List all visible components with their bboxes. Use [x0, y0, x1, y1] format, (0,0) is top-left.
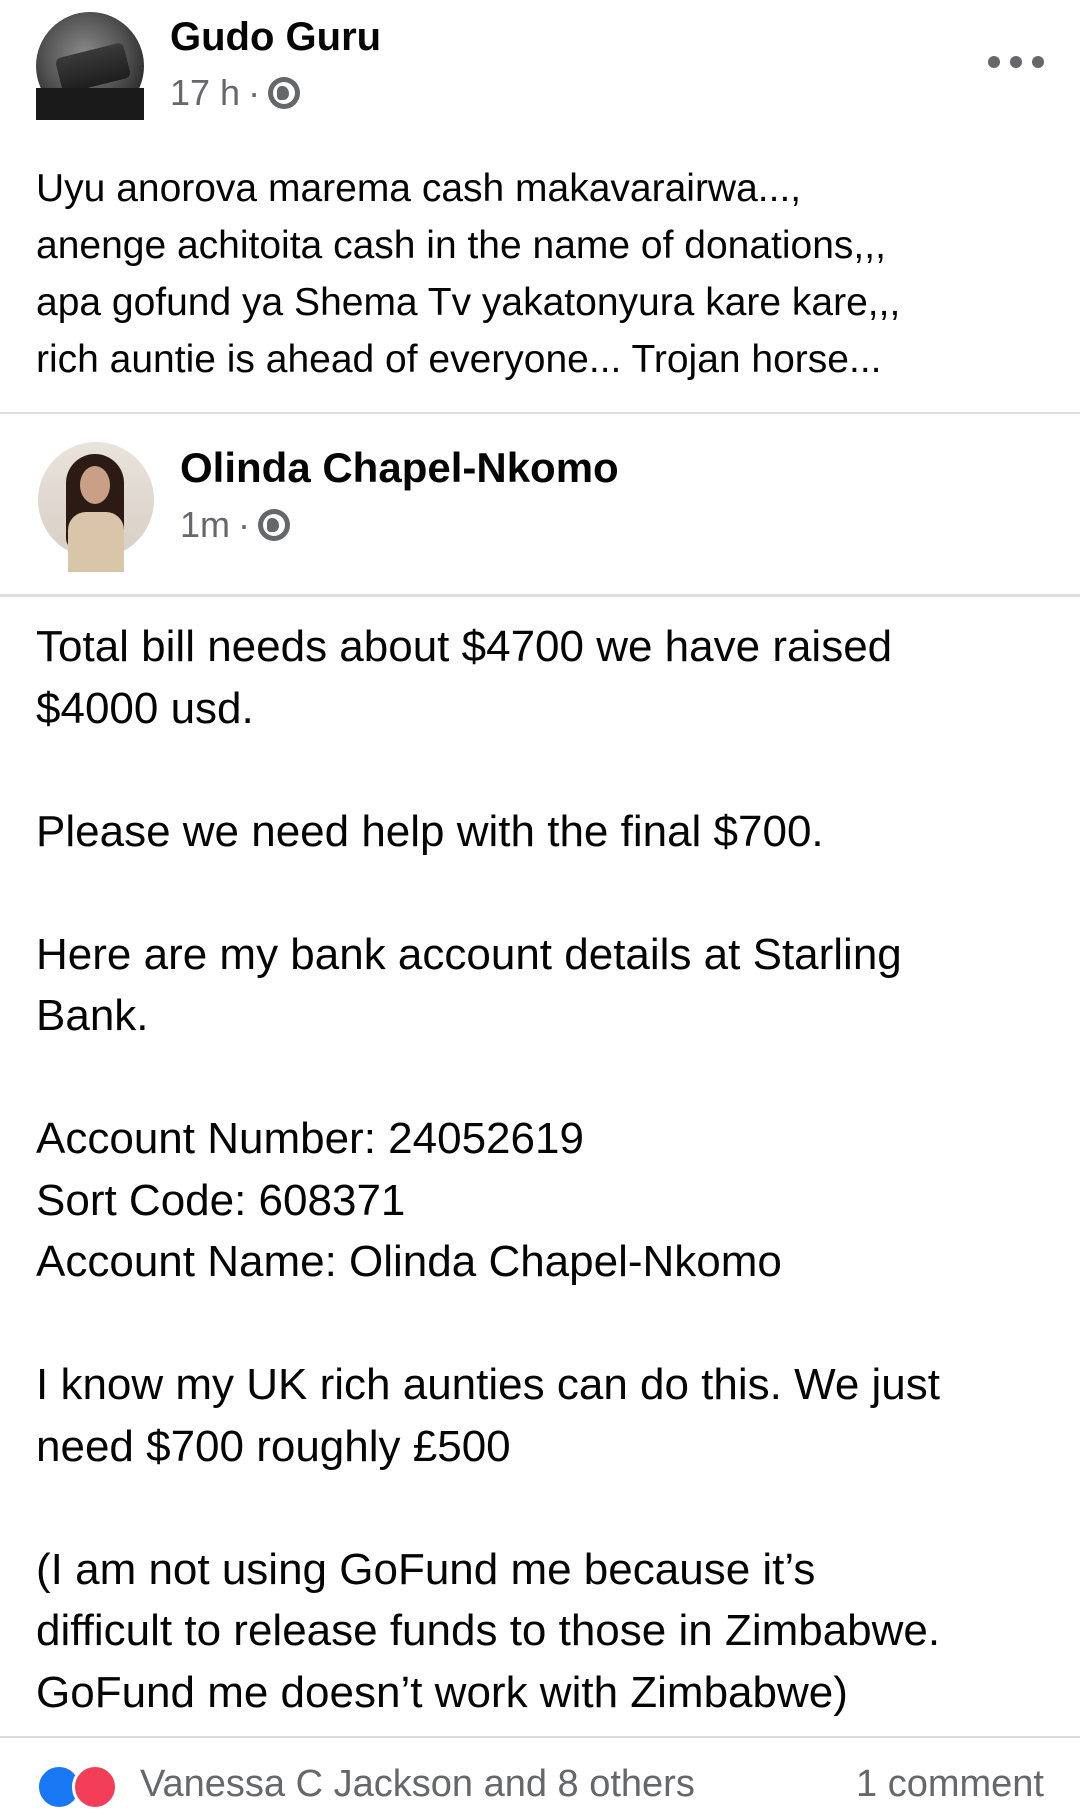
post-author-name[interactable]: Gudo Guru: [170, 15, 382, 59]
post-meta: [170, 72, 300, 114]
shared-post-body: [36, 616, 1056, 1723]
shared-post-paragraph: Total bill needs about $4700 we have raised $4000 usd.: [36, 622, 893, 733]
shared-post-paragraph: Here are my bank account details at Starling Bank.: [36, 929, 902, 1040]
more-options-icon[interactable]: [988, 48, 1044, 76]
meta-separator: ·: [248, 72, 261, 113]
love-icon: [72, 1764, 118, 1810]
shared-post-paragraph: Please we need help with the final $700.: [36, 806, 824, 856]
shared-post-header: [0, 414, 1080, 597]
shared-post-timestamp[interactable]: 1m: [180, 504, 231, 545]
post-text: Uyu anorova marema cash makavarairwa..., anenge achitoita cash in the name of donations,,, apa gofund ya Shema Tv yakatonyura kare kare,,, rich auntie is ahead of everyone... Trojan horse...: [36, 167, 901, 381]
more-dot: [988, 56, 1000, 68]
reaction-icons[interactable]: [36, 1764, 118, 1810]
reactions-bar: [0, 1736, 1080, 1805]
comment-count[interactable]: 1 comment: [856, 1763, 1044, 1805]
reaction-names[interactable]: Vanessa C Jackson and 8 others: [140, 1763, 695, 1805]
avatar-image-detail: [55, 42, 132, 94]
avatar-olinda-chapel-nkomo[interactable]: [38, 442, 154, 558]
meta-separator: ·: [238, 504, 251, 545]
shared-post-paragraph: I know my UK rich aunties can do this. We just need $700 roughly £500: [36, 1360, 940, 1471]
shared-post-meta: [180, 504, 290, 546]
avatar-image-detail: [36, 88, 144, 120]
shared-post[interactable]: [0, 412, 1080, 1805]
more-dot: [1010, 56, 1022, 68]
avatar-image-detail: [80, 466, 110, 504]
post-timestamp[interactable]: 17 h: [170, 72, 241, 113]
shared-post-paragraph: (I am not using GoFund me because it’s difficult to release funds to those in Zimbabwe. GoFund me doesn’t work with Zimbabwe): [36, 1544, 941, 1717]
globe-icon[interactable]: [268, 77, 300, 109]
shared-post-paragraph: Account Number: 24052619 Sort Code: 608371 Account Name: Olinda Chapel-Nkomo: [36, 1114, 782, 1286]
avatar-gudo-guru[interactable]: [36, 12, 144, 120]
globe-icon[interactable]: [258, 509, 290, 541]
avatar-image-detail: [68, 512, 124, 572]
more-dot: [1032, 56, 1044, 68]
shared-post-author-name[interactable]: Olinda Chapel-Nkomo: [180, 444, 619, 491]
